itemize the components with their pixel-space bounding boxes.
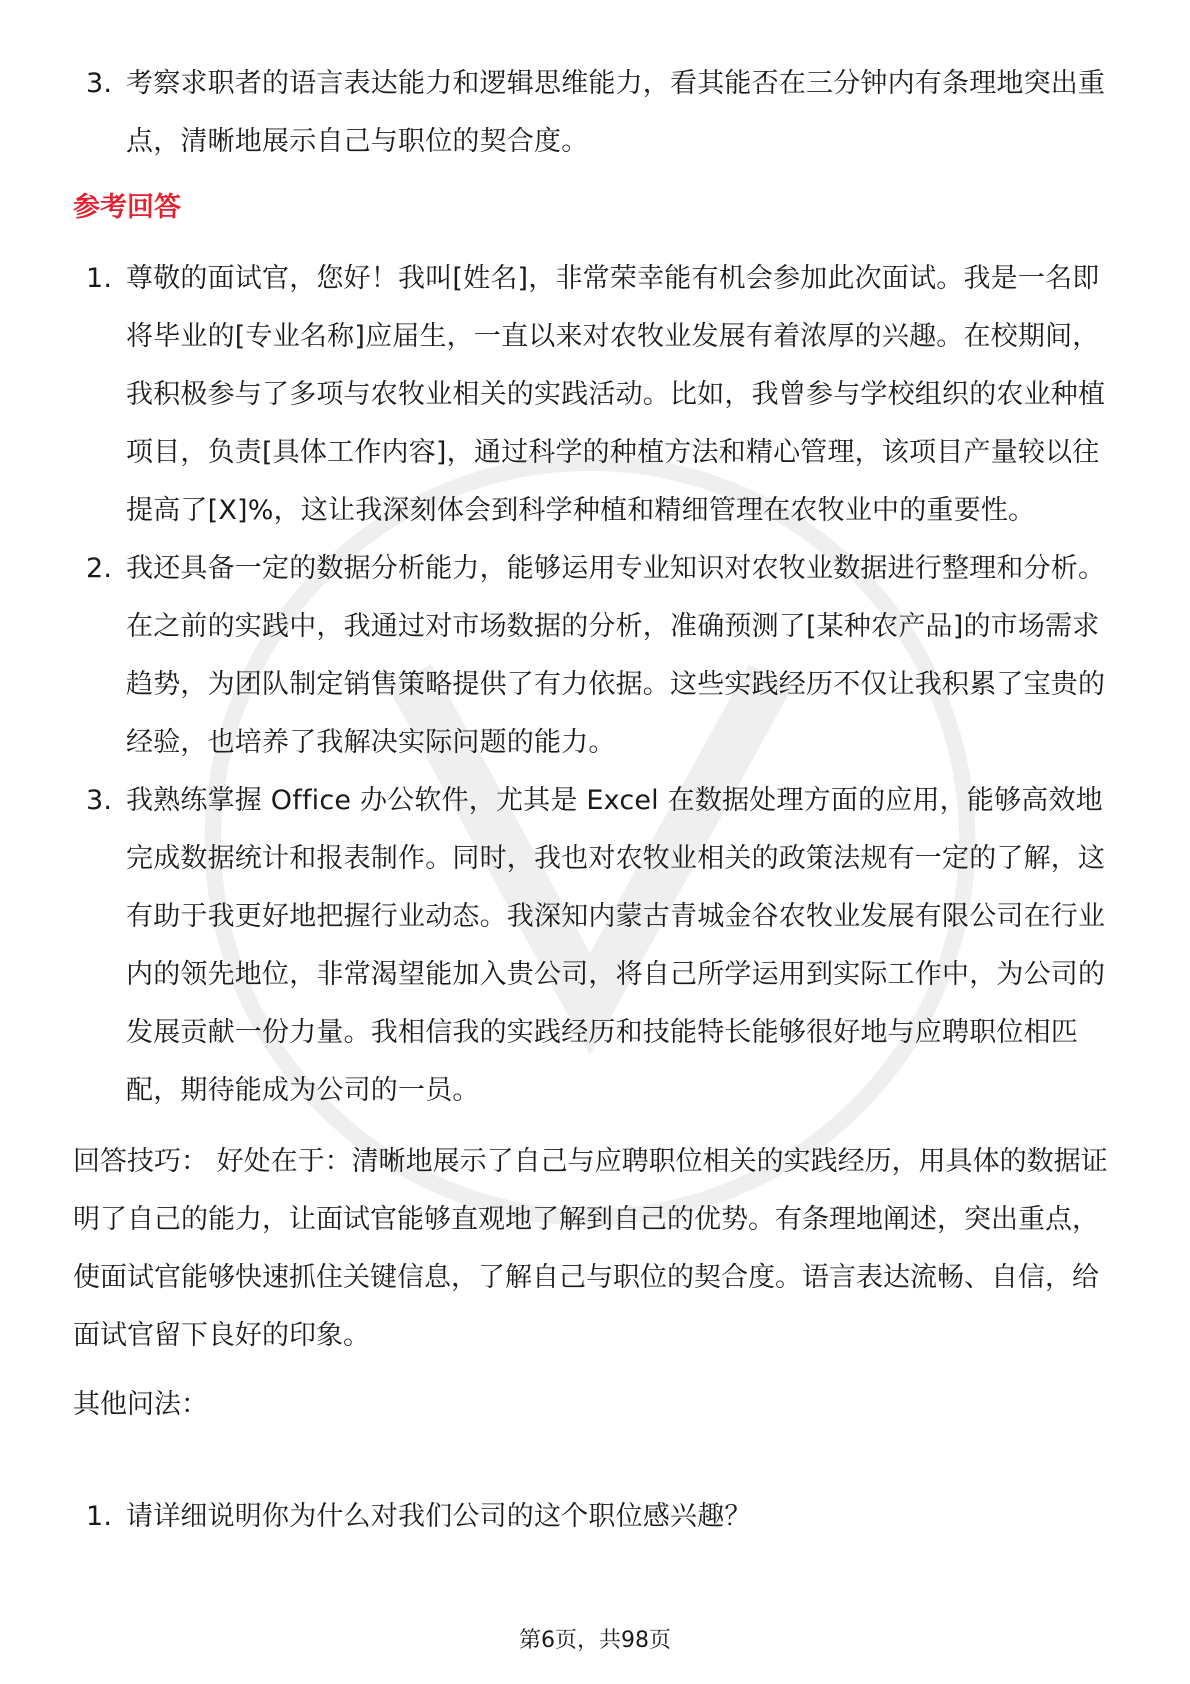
answer-tips-paragraph: 回答技巧： 好处在于：清晰地展示了自己与应聘职位相关的实践经历，用具体的数据证明了自己的能力，让面试官能够直观地了解到自己的优势。有条理地阐述，突出重点，使面试官能够快速抓住关键信息，了解自己与职位的契合度。语言表达流畅、自信，给面试官留下良好的印象。 <box>73 1146 1108 1351</box>
intro-list-item <box>86 55 1116 171</box>
answer-list-item <box>86 540 1116 772</box>
list-number: 3. <box>86 785 113 816</box>
list-number: 3. <box>86 68 113 99</box>
answer-list-item <box>86 250 1116 540</box>
intro-list <box>86 55 1116 171</box>
page-footer: 第6页，共98页 <box>519 1628 671 1653</box>
list-number: 2. <box>86 553 113 584</box>
reference-answer-heading: 参考回答 <box>73 192 181 223</box>
list-text: 我还具备一定的数据分析能力，能够运用专业知识对农牧业数据进行整理和分析。在之前的实践中，我通过对市场数据的分析，准确预测了[某种农产品]的市场需求趋势，为团队制定销售策略提供了有力依据。这些实践经历不仅让我积累了宝贵的经验，也培养了我解决实际问题的能力。 <box>126 553 1106 758</box>
list-number: 1. <box>86 263 113 294</box>
list-text: 尊敬的面试官，您好！我叫[姓名]，非常荣幸能有机会参加此次面试。我是一名即将毕业的[专业名称]应届生，一直以来对农牧业发展有着浓厚的兴趣。在校期间，我积极参与了多项与农牧业相关的实践活动。比如，我曾参与学校组织的农业种植项目，负责[具体工作内容]，通过科学的种植方法和精心管理，该项目产量较以往提高了[X]%，这让我深刻体会到科学种植和精细管理在农牧业中的重要性。 <box>126 263 1106 526</box>
list-number: 1. <box>86 1501 113 1532</box>
list-text: 请详细说明你为什么对我们公司的这个职位感兴趣？ <box>126 1501 752 1532</box>
other-questions-heading: 其他问法： <box>73 1389 208 1420</box>
other-question-item <box>86 1488 1116 1546</box>
list-text: 考察求职者的语言表达能力和逻辑思维能力，看其能否在三分钟内有条理地突出重点，清晰地展示自己与职位的契合度。 <box>126 68 1106 157</box>
answer-list-item <box>86 772 1116 1120</box>
list-text: 我熟练掌握 Office 办公软件，尤其是 Excel 在数据处理方面的应用，能够高效地完成数据统计和报表制作。同时，我也对农牧业相关的政策法规有一定的了解，这有助于我更好地把握行业动态。我深知内蒙古青城金谷农牧业发展有限公司在行业内的领先地位，非常渴望能加入贵公司，将自己所学运用到实际工作中，为公司的发展贡献一份力量。我相信我的实践经历和技能特长能够很好地与应聘职位相匹配，期待能成为公司的一员。 <box>126 785 1106 1106</box>
other-questions-list <box>86 1488 1116 1546</box>
answer-list <box>86 250 1116 1120</box>
